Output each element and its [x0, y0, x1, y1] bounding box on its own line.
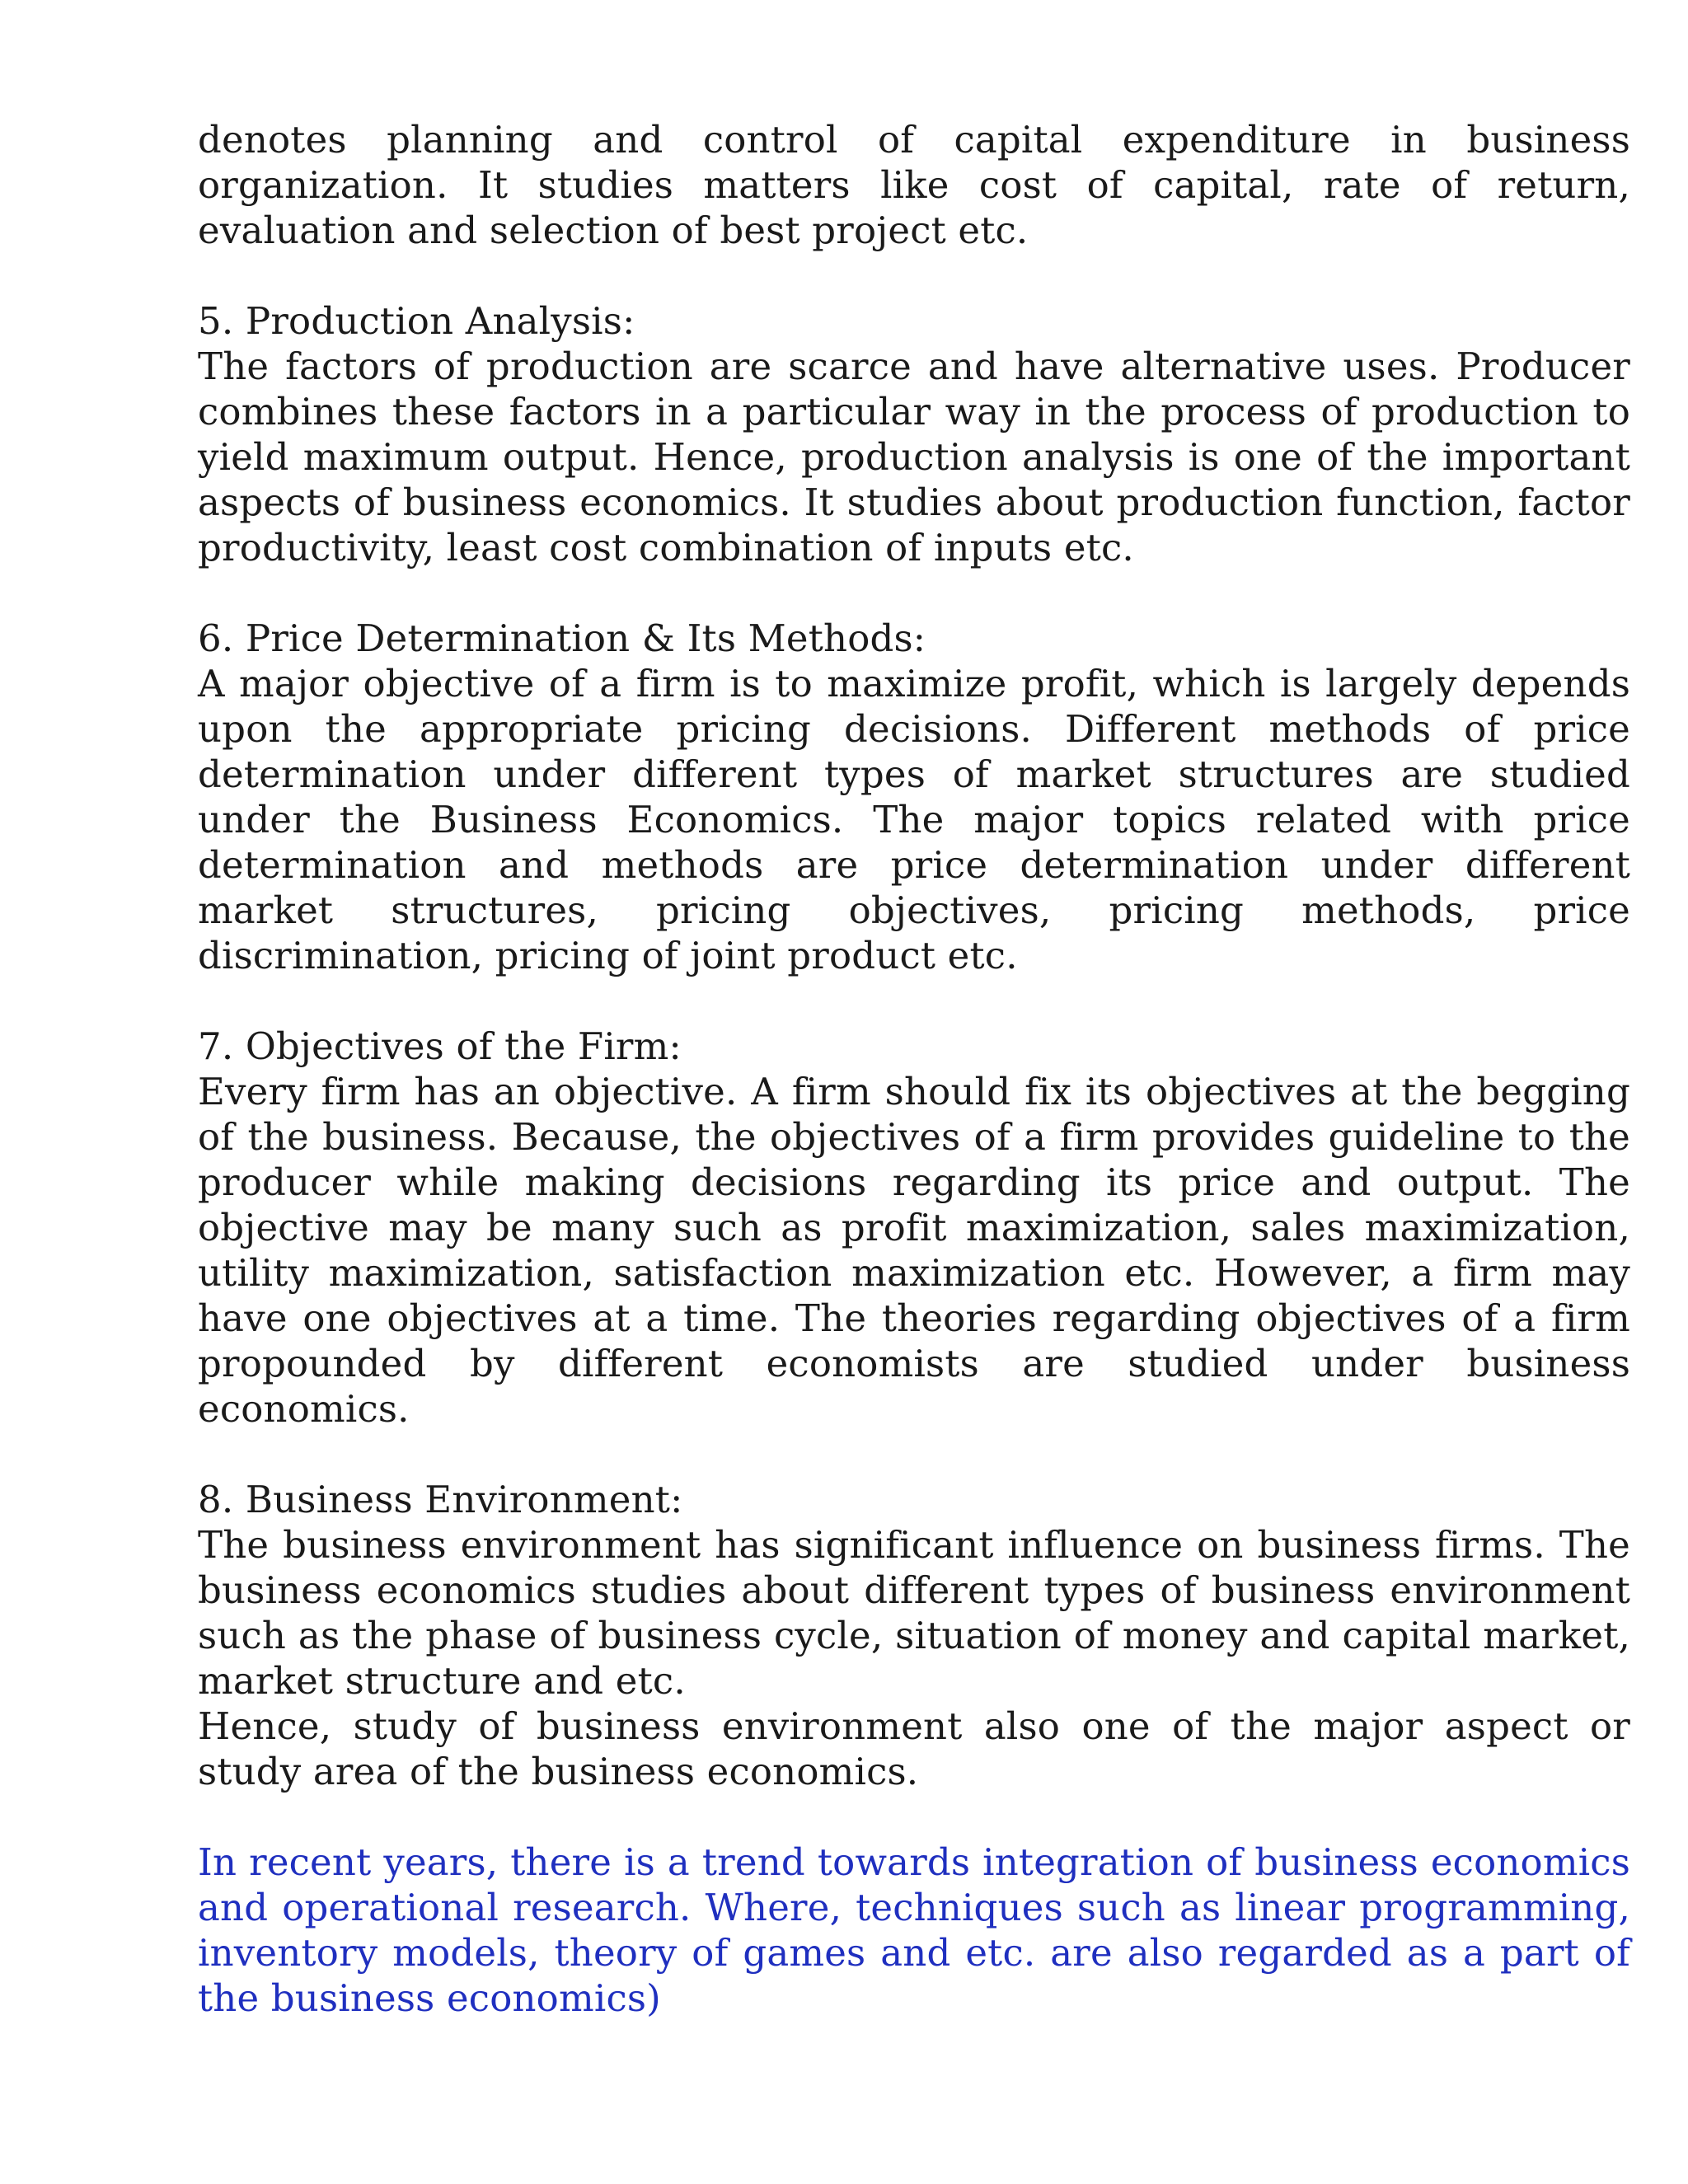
section-body-price-determination: A major objective of a firm is to maximize profit, which is largely depends upon the appropriate pricing decisions. Different methods of price determination under different types of market structures are studied under the Business Economics. The major topics related with price determination and methods are price determination under different market structures, pricing objectives, pricing methods, price discrimination, pricing of joint product etc. — [198, 662, 1630, 977]
section-heading-objectives-of-firm: 7. Objectives of the Firm: — [198, 1024, 682, 1068]
paragraph-gap — [198, 1794, 1630, 1840]
paragraph-gap — [198, 570, 1630, 616]
paragraph-gap — [198, 1432, 1630, 1477]
paragraph-gap — [198, 253, 1630, 298]
paragraph-gap — [198, 978, 1630, 1024]
document-body — [198, 117, 1630, 2021]
section-heading-price-determination: 6. Price Determination & Its Methods: — [198, 616, 926, 660]
section-body-business-environment: The business environment has significant influence on business firms. The business economics studies about different types of business environment such as the phase of business cycle, situation of money and capital market, market structure and etc. — [198, 1523, 1630, 1703]
section-heading-business-environment: 8. Business Environment: — [198, 1478, 683, 1521]
section-body-production-analysis: The factors of production are scarce and have alternative uses. Producer combines these factors in a particular way in the process of production to yield maximum output. Hence, production analysis is one of the important aspects of business economics. It studies about production function, factor productivity, least cost combination of inputs etc. — [198, 344, 1630, 569]
section-body-objectives-of-firm: Every firm has an objective. A firm should fix its objectives at the begging of the business. Because, the objectives of a firm provides guideline to the producer while making decisions regarding its price and output. The objective may be many such as profit maximization, sales maximization, utility maximization, satisfaction maximization etc. However, a firm may have one objectives at a time. The theories regarding objectives of a firm propounded by different economists are studied under business economics. — [198, 1070, 1630, 1431]
section-body-business-environment-conclusion: Hence, study of business environment also one of the major aspect or study area of the business economics. — [198, 1704, 1630, 1793]
section-heading-production-analysis: 5. Production Analysis: — [198, 299, 635, 343]
closing-note: In recent years, there is a trend towards integration of business economics and operational research. Where, techniques such as linear programming, inventory models, theory of games and etc. are also regarded as a part of the business economics) — [198, 1840, 1630, 2020]
intro-paragraph: denotes planning and control of capital expenditure in business organization. It studies matters like cost of capital, rate of return, evaluation and selection of best project etc. — [198, 118, 1630, 252]
